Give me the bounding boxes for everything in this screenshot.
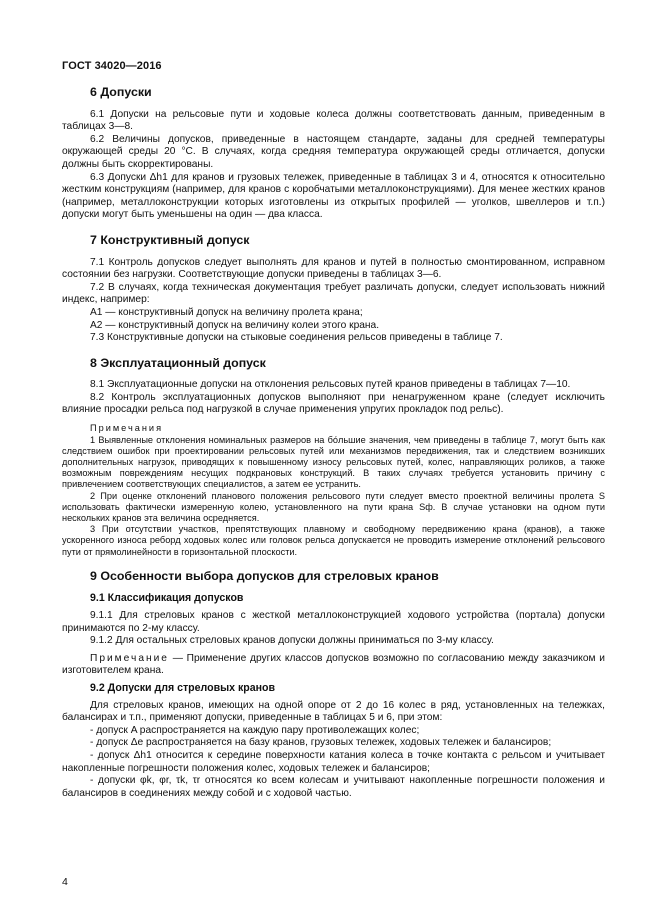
notes-heading: Примечания — [90, 423, 164, 434]
note-label: Примечание — [90, 652, 169, 664]
para-6-2: 6.2 Величины допусков, приведенные в настоящем стандарте, заданы для средней температуры окружающей среды 20 °С. В случаях, когда средняя температура окружающей среды отличается, допуски должны быть скорректированы. — [62, 133, 605, 170]
para-9-1-1: 9.1.1 Для стреловых кранов с жесткой металлоконструкцией ходового устройства (портала) допуски принимаются по 2-му классу. — [62, 610, 605, 634]
bullet-4: - допуски φk, φr, τk, τr относятся ко всем колесам и учитывают накопленные погрешности положения и балансиров в соединениях между собой и с ходовой частью. — [62, 775, 605, 799]
subsection-9-1-heading: 9.1 Классификация допусков — [90, 592, 244, 605]
note-2: 2 При оценке отклонений планового положения рельсового пути следует вместо проектной величины пролета S использовать фактически измеренную колею, установленного на пути крана Sф. В случае установки на одном пути нескольких кранов эта величина осредняется. — [62, 490, 605, 524]
bullet-2: - допуск Δe распространяется на базу кранов, грузовых тележек, ходовых тележек и балансиров; — [90, 737, 552, 749]
para-8-1: 8.1 Эксплуатационные допуски на отклонения рельсовых путей кранов приведены в таблицах 7—10. — [90, 379, 571, 391]
list-item-a2: A2 — конструктивный допуск на величину колеи этого крана. — [90, 319, 380, 331]
para-7-1: 7.1 Контроль допусков следует выполнять для кранов и путей в полностью смонтированном, исправном состоянии без нагрузки. Соответствующие допуски приведены в таблицах 3—6. — [62, 256, 605, 281]
note-1: 1 Выявленные отклонения номинальных размеров на бо́льшие значения, чем приведены в таблице 7, могут быть как следствием ошибок при проектировании рельсовых путей или механизмов передвижения, так и следствием возникших дополнительных нагрузок, приводящих к повышенному износу рельсовых путей, колес, направляющих роликов, а также возможным повреждениям несущих подкрановых конструкций. В таких случаях требуется установить причину с привлечением соответствующих специалистов, а затем ее устранить. — [62, 434, 605, 490]
para-9-2: Для стреловых кранов, имеющих на одной опоре от 2 до 16 колес в ряд, установленных на тележках, балансирах и т.п., применяют допуски, приведенные в таблицах 5 и 6, при этом: — [62, 699, 605, 724]
list-item-a1: A1 — конструктивный допуск на величину пролета крана; — [90, 306, 363, 318]
note-3: 3 При отсутствии участков, препятствующих плавному и свободному передвижению крана (кранов), а также ускоренного износа реборд ходовых колес или головок рельса допускается не проводить измерение отклонений рельсового пути от прямолинейности в горизонтальной плоскости. — [62, 524, 605, 557]
para-7-2: 7.2 В случаях, когда техническая документация требует различать допуски, следует использовать нижний индекс, например: — [62, 281, 605, 306]
section-6-heading: 6 Допуски — [90, 85, 152, 99]
section-9-heading: 9 Особенности выбора допусков для стреловых кранов — [90, 568, 439, 583]
section-8-heading: 8 Эксплуатационный допуск — [90, 355, 266, 370]
running-header: ГОСТ 34020—2016 — [62, 60, 162, 72]
bullet-3: - допуск Δh1 относится к середине поверхности катания колеса в точке контакта с рельсом и учитывает накопленные погрешности положения колес, ходовых тележек и балансиров; — [62, 750, 605, 774]
section-7-heading: 7 Конструктивный допуск — [90, 232, 250, 247]
para-7-3: 7.3 Конструктивные допуски на стыковые соединения рельсов приведены в таблице 7. — [90, 332, 503, 344]
note-9-1 — [62, 653, 605, 678]
para-9-1-2: 9.1.2 Для остальных стреловых кранов допуски должны приниматься по 3-му классу. — [90, 635, 494, 647]
page-content — [62, 84, 605, 800]
para-8-2: 8.2 Контроль эксплуатационных допусков выполняют при ненагруженном кране (следует исключить влияние просадки рельса под нагрузкой в случае применения упругих прокладок под рельс). — [62, 391, 605, 416]
page-number: 4 — [62, 876, 68, 888]
bullet-1: - допуск A распространяется на каждую пару противолежащих колес; — [90, 724, 420, 736]
note-text: — Применение других классов допусков возможно по согласованию между заказчиком и изготовителем крана. — [62, 652, 605, 677]
para-6-3: 6.3 Допуски Δh1 для кранов и грузовых тележек, приведенные в таблицах 3 и 4, относятся к относительно жестким конструкциям (например, для кранов с коробчатыми металлоконструкциями). Для менее жестких кранов (например, металлоконструкции которых изготовлены из открытых профилей — уголков, швеллеров и т.п.) допуски могут быть уменьшены на один — два класса. — [62, 171, 605, 221]
para-6-1: 6.1 Допуски на рельсовые пути и ходовые колеса должны соответствовать данным, приведенным в таблицах 3—8. — [62, 108, 605, 133]
subsection-9-2-heading: 9.2 Допуски для стреловых кранов — [90, 682, 276, 695]
